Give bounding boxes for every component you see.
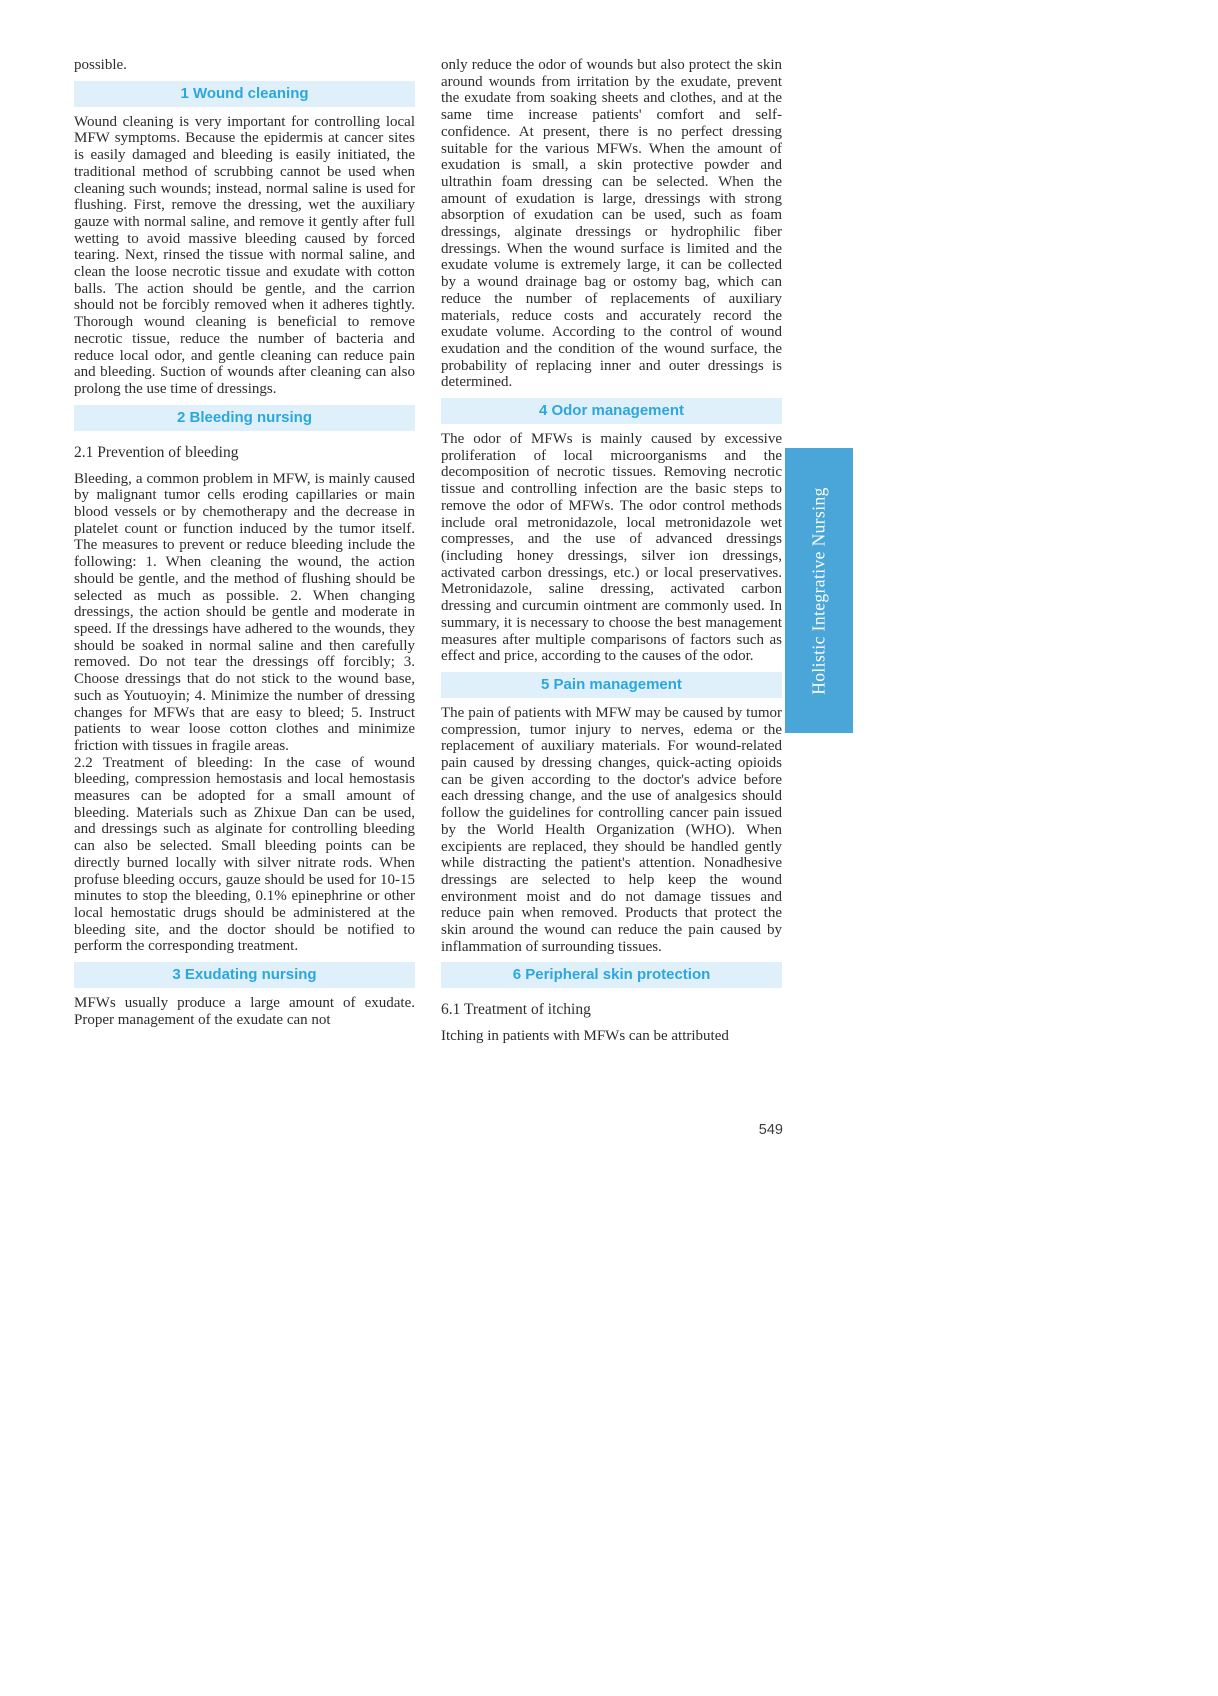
section-heading-bleeding-nursing: 2 Bleeding nursing	[74, 405, 415, 431]
section-heading-pain-management: 5 Pain management	[441, 672, 782, 698]
paragraph: MFWs usually produce a large amount of exudate. Proper management of the exudate can not	[74, 995, 415, 1028]
section-heading-peripheral-skin-protection: 6 Peripheral skin protection	[441, 962, 782, 988]
journal-edge-tab	[785, 448, 853, 733]
paragraph: 2.2 Treatment of bleeding: In the case of wound bleeding, compression hemostasis and local hemostasis measures can be adopted for a small amount of bleeding. Materials such as Zhixue Dan can be used, and dressings such as alginate for controlling bleeding can also be selected. Small bleeding points can be directly burned locally with silver nitrate rods. When profuse bleeding occurs, gauze should be used for 10-15 minutes to stop the bleeding, 0.1% epinephrine or other local hemostatic drugs should be administered at the bleeding site, and the doctor should be notified to perform the corresponding treatment.	[74, 754, 415, 955]
paragraph: Itching in patients with MFWs can be attributed	[441, 1028, 729, 1045]
paragraph-continuation: possible.	[74, 57, 127, 73]
paragraph: The pain of patients with MFW may be caused by tumor compression, tumor injury to nerves, edema or the replacement of auxiliary materials. For wound-related pain caused by dressing changes, quick-acting opioids can be given according to the doctor's advice before each dressing change, and the use of analgesics should follow the guidelines for controlling cancer pain issued by the World Health Organization (WHO). When excipients are replaced, they should be handled gently while distracting the patient's attention. Nonadhesive dressings are selected to help keep the wound environment moist and do not damage tissues and reduce pain when removed. Products that protect the skin around the wound can reduce the pain caused by inflammation of surrounding tissues.	[441, 704, 782, 955]
paragraph: Wound cleaning is very important for controlling local MFW symptoms. Because the epidermis at cancer sites is easily damaged and bleeding is easily initiated, the traditional method of scrubbing cannot be used when cleaning such wounds; instead, normal saline is used for flushing. First, remove the dressing, wet the auxiliary gauze with normal saline, and remove it gently after full wetting to avoid massive bleeding caused by forced tearing. Next, rinsed the tissue with normal saline, and clean the loose necrotic tissue and exudate with cotton balls. The action should be gentle, and the carrion should not be forcibly removed when it adheres tightly. Thorough wound cleaning is beneficial to remove necrotic tissue, reduce the number of bacteria and reduce local odor, and gentle cleaning can reduce pain and bleeding. Suction of wounds after cleaning can also prolong the use time of dressings.	[74, 113, 415, 397]
subsection-heading: 2.1 Prevention of bleeding	[74, 443, 239, 461]
section-heading-odor-management: 4 Odor management	[441, 398, 782, 424]
two-column-text-block	[74, 57, 783, 1045]
page-number: 549	[758, 1122, 783, 1138]
subsection-heading: 6.1 Treatment of itching	[441, 1001, 591, 1019]
journal-edge-tab-label: Holistic Integrative Nursing	[808, 486, 829, 695]
paragraph: Bleeding, a common problem in MFW, is mainly caused by malignant tumor cells eroding capillaries or main blood vessels or by chemotherapy and the decrease in platelet count or function induced by the tumor itself. The measures to prevent or reduce bleeding include the following: 1. When cleaning the wound, the action should be gentle, and the method of flushing should be selected as much as possible. 2. When changing dressings, the action should be gentle and moderate in speed. If the dressings have adhered to the wounds, they should be soaked in normal saline and then carefully removed. Do not tear the dressings off forcibly; 3. Choose dressings that do not stick to the wound base, such as Youtuoyin; 4. Minimize the number of dressing changes for MFWs that are easy to bleed; 5. Instruct patients to wear loose cotton clothes and minimize friction with tissues in fragile areas.	[74, 470, 415, 754]
paragraph: The odor of MFWs is mainly caused by excessive proliferation of local microorganisms and the decomposition of necrotic tissues. Removing necrotic tissue and controlling infection are the basic steps to remove the odor of MFWs. The odor control methods include oral metronidazole, local metronidazole wet compresses, and the use of advanced dressings (including honey dressings, silver ion dressings, activated carbon dressings, etc.) or local preservatives. Metronidazole, saline dressing, activated carbon dressing and curcumin ointment are commonly used. In summary, it is necessary to choose the best management measures after multiple comparisons of factors such as effect and price, according to the causes of the odor.	[441, 431, 782, 665]
section-heading-wound-cleaning: 1 Wound cleaning	[74, 81, 415, 107]
paragraph-continuation: only reduce the odor of wounds but also protect the skin around wounds from irritation by the exudate, prevent the exudate from soaking sheets and clothes, and at the same time increase patients' comfort and self-confidence. At present, there is no perfect dressing suitable for the various MFWs. When the amount of exudation is small, a skin protective powder and ultrathin foam dressing can be selected. When the amount of exudation is large, dressings with strong absorption of exudation can be used, such as foam dressings, alginate dressings or hydrophilic fiber dressings. When the wound surface is limited and the exudate volume is extremely large, it can be collected by a wound drainage bag or ostomy bag, which can reduce the number of replacements of auxiliary materials, reduce costs and accurately record the exudate volume. According to the control of wound exudation and the condition of the wound surface, the probability of replacing inner and outer dressings is determined.	[441, 57, 782, 391]
left-column	[74, 57, 415, 1045]
section-heading-exudating-nursing: 3 Exudating nursing	[74, 962, 415, 988]
right-column	[441, 57, 782, 1045]
